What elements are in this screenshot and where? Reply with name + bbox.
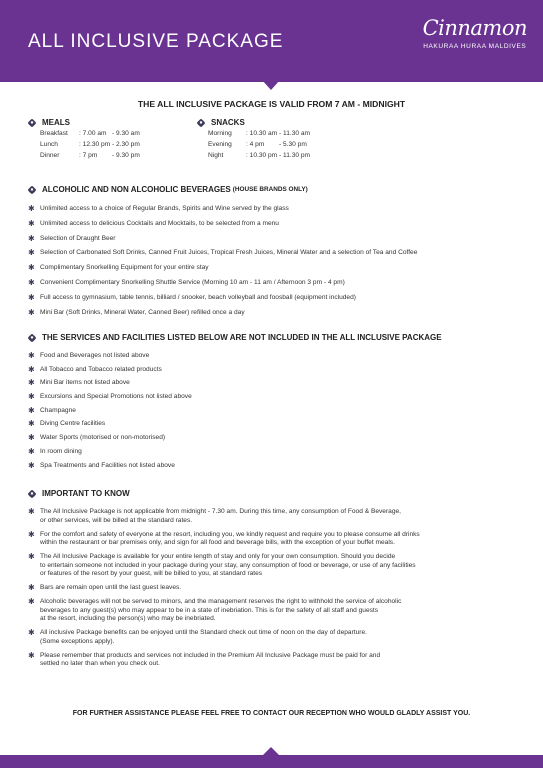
asterisk-bullet-icon: ✱ [28, 650, 35, 660]
snacks-heading-label: SNACKS [211, 118, 245, 127]
list-item-line: or other services, will be billed at the standard rates. [40, 516, 193, 524]
schedule-name: Morning [208, 130, 232, 137]
asterisk-bullet-icon: ✱ [28, 292, 35, 302]
list-item [28, 264, 528, 273]
asterisk-bullet-icon: ✱ [28, 583, 35, 592]
schedule-row [208, 139, 310, 150]
footer-bar [0, 755, 543, 768]
list-item-line: All inclusive Package benefits can be enjoyed until the Standard check out time of noon on the day of departure. [40, 629, 367, 636]
asterisk-bullet-icon: ✱ [28, 233, 35, 243]
schedule-time: : 10.30 am - 11.30 am [246, 130, 311, 137]
asterisk-bullet-icon: ✱ [28, 507, 35, 516]
schedule-row [208, 150, 310, 161]
logo-subtitle: HAKURAA HURAA MALDIVES [423, 43, 527, 50]
list-item-text: Mini Bar (Soft Drinks, Mineral Water, Canned Beer) refilled once a day [40, 308, 245, 316]
schedule-time: : 7.00 am - 9.30 am [79, 130, 140, 137]
validity-line: THE ALL INCLUSIVE PACKAGE IS VALID FROM 7 AM - MIDNIGHT [137, 99, 406, 109]
section-bullet-icon [27, 333, 36, 342]
asterisk-bullet-icon: ✱ [28, 460, 35, 470]
section-bullet-icon [27, 118, 36, 127]
list-item [28, 434, 528, 443]
list-item [28, 294, 528, 303]
list-item-line: The All Inclusive Package is available for your entire length of stay and only for your own consumption. Should you decide [40, 553, 396, 560]
list-item-text: In room dining [40, 447, 82, 455]
list-item-line: For the comfort and safety of everyone at the resort, including you, we kindly request and require you to please consume all drinks [40, 530, 420, 538]
list-item [28, 407, 528, 416]
list-item [28, 420, 528, 429]
asterisk-bullet-icon: ✱ [28, 378, 35, 388]
schedule-time: : 12.30 pm - 2.30 pm [79, 141, 140, 148]
list-item-text: All Tobacco and Tobacco related products [40, 365, 162, 373]
schedule-time: : 7 pm - 9.30 pm [79, 152, 140, 159]
asterisk-bullet-icon: ✱ [28, 552, 35, 561]
important-heading [28, 489, 130, 498]
list-item [28, 379, 528, 388]
list-item [28, 352, 528, 361]
section-bullet-icon [27, 489, 36, 498]
list-item [28, 598, 528, 624]
asterisk-bullet-icon: ✱ [28, 446, 35, 456]
important-heading-label: IMPORTANT TO KNOW [42, 489, 130, 498]
list-item-text: Selection of Carbonated Soft Drinks, Canned Fruit Juices, Tropical Fresh Juices, Mineral Water and a selection of Tea and Coffee [40, 249, 418, 257]
section-bullet-icon [27, 185, 36, 194]
list-item-text: Convenient Complimentary Snorkelling Shuttle Service (Morning 10 am - 11 am / Afternoon 3 pm - 4 pm) [40, 278, 345, 286]
snacks-heading [197, 118, 245, 127]
list-item-text: Unlimited access to delicious Cocktails and Mocktails, to be selected from a menu [40, 219, 279, 227]
list-item [28, 205, 528, 214]
list-item-text: Selection of Draught Beer [40, 234, 116, 242]
list-item-text: Diving Centre facilities [40, 420, 106, 428]
schedule-name: Night [208, 152, 224, 159]
schedule-time: : 4 pm - 5.30 pm [246, 141, 307, 148]
list-item-line: settled no later than when you check out. [40, 660, 160, 667]
snacks-table [208, 128, 310, 161]
beverages-heading-note: (HOUSE BRANDS ONLY) [232, 186, 308, 193]
schedule-name: Lunch [40, 141, 58, 148]
schedule-name: Breakfast [40, 130, 68, 137]
asterisk-bullet-icon: ✱ [28, 204, 35, 213]
list-item-line: to entertain someone not included in your package during your stay, any consumption of food or beverage, or use of any facilities [40, 561, 416, 569]
list-item-text: Mini Bar items not listed above [40, 379, 130, 387]
schedule-row [40, 150, 140, 161]
asterisk-bullet-icon: ✱ [28, 405, 35, 415]
list-item [28, 366, 528, 375]
asterisk-bullet-icon: ✱ [28, 307, 35, 317]
list-item [28, 508, 528, 525]
asterisk-bullet-icon: ✱ [28, 597, 35, 606]
list-item-line: Please remember that products and services not included in the Premium All Inclusive Package must be paid for and [40, 651, 381, 659]
list-item-text: Spa Treatments and Facilities not listed above [40, 461, 175, 469]
page-title: ALL INCLUSIVE PACKAGE [28, 31, 284, 52]
list-item-text: Full access to gymnasium, table tennis, billiard / snooker, beach volleyball and foosball (equipment included) [40, 293, 356, 301]
list-item-text: Unlimited access to a choice of Regular Brands, Spirits and Wine served by the glass [40, 205, 289, 212]
list-item [28, 462, 528, 471]
list-item [28, 652, 528, 669]
list-item-text: Water Sports (motorised or non-motorised) [40, 434, 166, 442]
list-item [28, 279, 528, 288]
asterisk-bullet-icon: ✱ [28, 277, 35, 287]
list-item-line: (Some exceptions apply). [40, 637, 115, 645]
asterisk-bullet-icon: ✱ [28, 248, 35, 258]
header-banner [0, 0, 543, 82]
list-item [28, 584, 528, 593]
asterisk-bullet-icon: ✱ [28, 419, 35, 429]
asterisk-bullet-icon: ✱ [28, 628, 35, 637]
asterisk-bullet-icon: ✱ [28, 218, 35, 228]
list-item-line: The All Inclusive Package is not applicable from midnight - 7.30 am. During this time, any consumption of Food & Beverage, [40, 508, 402, 515]
list-item [28, 220, 528, 229]
list-item [28, 553, 528, 579]
section-bullet-icon [196, 118, 205, 127]
list-item-line: at the resort, including the person(s) who may be inebriated. [40, 615, 216, 622]
meals-table [40, 128, 140, 161]
list-item-line: beverages to any guest(s) who may appear to be in a state of inebriation. This is for the safety of all staff and guests [40, 606, 379, 614]
asterisk-bullet-icon: ✱ [28, 364, 35, 374]
schedule-row [40, 139, 140, 150]
list-item-line: Alcoholic beverages will not be served to minors, and the management reserves the right to withhold the service of alcoholic [40, 598, 402, 605]
beverages-list [28, 205, 528, 323]
brand-logo [423, 16, 527, 50]
beverages-heading-label: ALCOHOLIC AND NON ALCOHOLIC BEVERAGES [42, 185, 231, 194]
asterisk-bullet-icon: ✱ [28, 263, 35, 273]
list-item-text: Champagne [40, 406, 76, 414]
beverages-heading [28, 185, 308, 194]
schedule-row [208, 128, 310, 139]
asterisk-bullet-icon: ✱ [28, 433, 35, 443]
list-item [28, 235, 528, 244]
list-item-line: Bars are remain open until the last guest leaves. [40, 584, 182, 591]
asterisk-bullet-icon: ✱ [28, 529, 35, 539]
important-list [28, 508, 528, 674]
list-item-text: Food and Beverages not listed above [40, 352, 150, 359]
list-item [28, 531, 528, 548]
list-item [28, 393, 528, 402]
list-item [28, 629, 528, 646]
list-item-text: Complimentary Snorkelling Equipment for your entire stay [40, 264, 209, 272]
assistance-note: FOR FURTHER ASSISTANCE PLEASE FEEL FREE TO CONTACT OUR RECEPTION WHO WOULD GLADLY ASSIST YOU. [72, 710, 471, 717]
header-notch [262, 80, 280, 90]
list-item-text: Excursions and Special Promotions not listed above [40, 393, 192, 401]
list-item-line: within the restaurant or bar premises only, and sign for all food and beverage bills, with the exception of your buffet meals. [40, 539, 395, 546]
schedule-name: Evening [208, 141, 232, 148]
not-included-heading [28, 333, 442, 342]
list-item-line: or features of the resort by your guest, will be billed to you, at standard rates [40, 570, 263, 577]
meals-heading-label: MEALS [42, 118, 70, 127]
schedule-time: : 10.30 pm - 11.30 pm [246, 152, 311, 159]
list-item [28, 309, 528, 318]
schedule-name: Dinner [40, 152, 60, 159]
list-item [28, 448, 528, 457]
logo-name: Cinnamon [422, 16, 527, 40]
meals-heading [28, 118, 70, 127]
schedule-row [40, 128, 140, 139]
list-item [28, 249, 528, 258]
asterisk-bullet-icon: ✱ [28, 351, 35, 360]
not-included-heading-label: THE SERVICES AND FACILITIES LISTED BELOW ARE NOT INCLUDED IN THE ALL INCLUSIVE PACKAGE [42, 333, 442, 342]
not-included-list [28, 352, 528, 475]
asterisk-bullet-icon: ✱ [28, 392, 35, 402]
